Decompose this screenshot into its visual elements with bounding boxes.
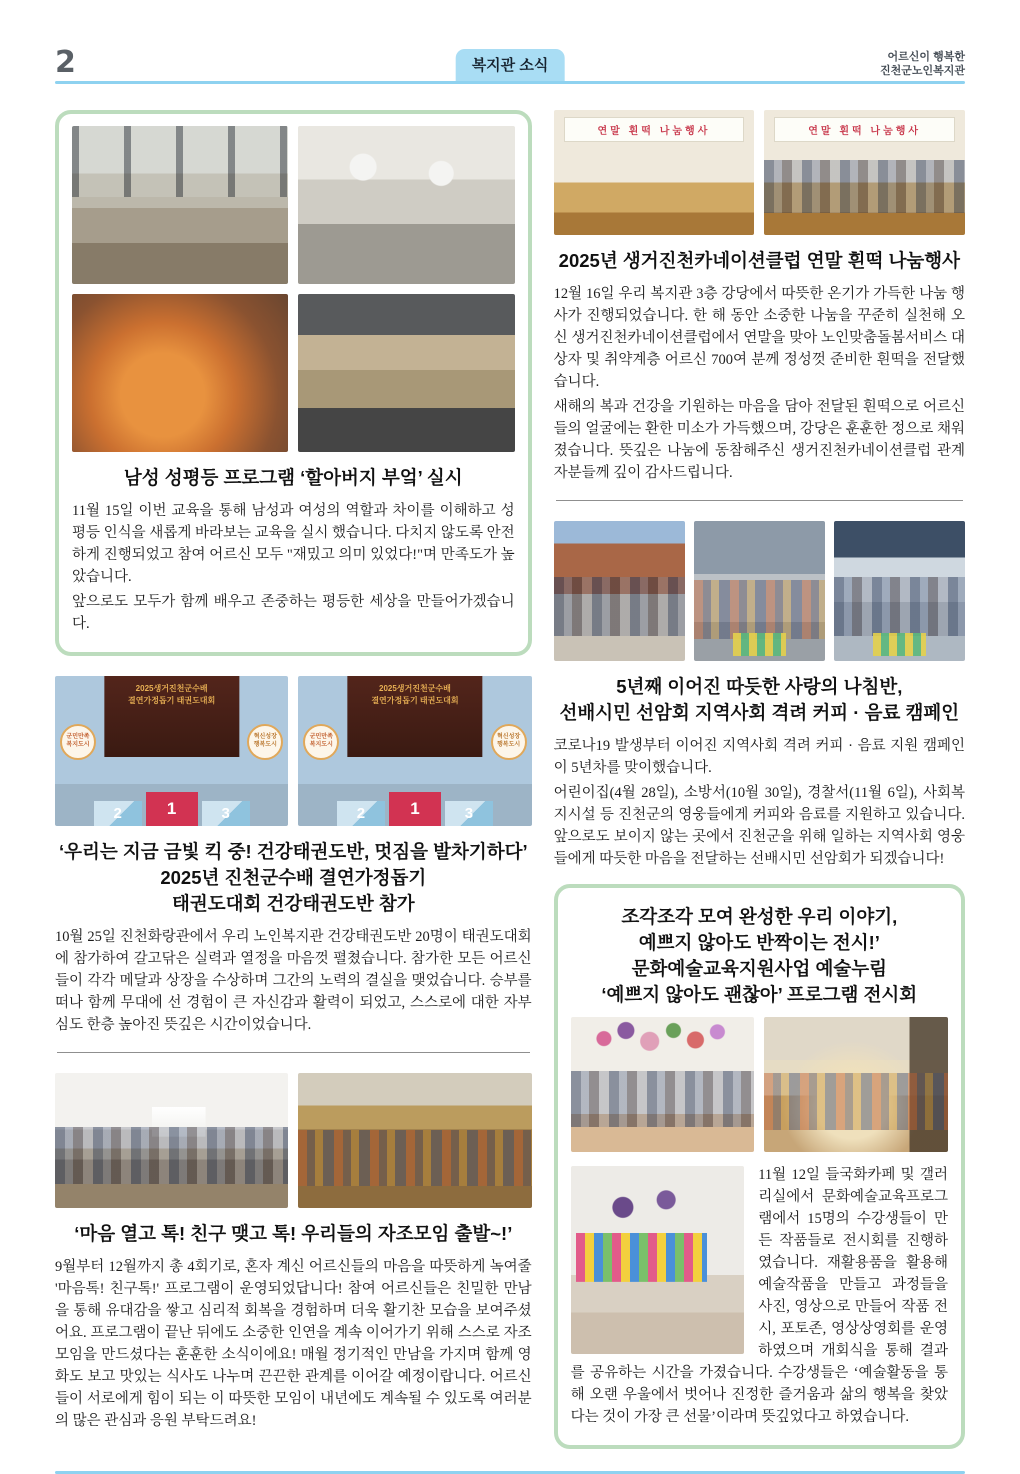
article-rice-cake bbox=[554, 110, 965, 484]
page-header bbox=[55, 40, 965, 81]
campaign-title-line-2: 선배시민 선암회 지역사회 격려 커피 · 음료 캠페인 bbox=[559, 702, 960, 724]
exhibition-title-line-2: 예쁘지 않아도 반짝이는 전시!’ bbox=[638, 932, 880, 954]
rice-cake-article-body bbox=[554, 283, 965, 484]
photo-fire-station-visit bbox=[694, 521, 825, 661]
kitchen-paragraph-1: 11월 15일 이번 교육을 통해 남성과 여성의 역할과 차이를 이해하고 성평등 인식을 새롭게 바라보는 교육을 실시 했습니다. 다치지 않도록 안전하게 진행되었고 참여 어르신 모두 "재밌고 의미 있었다!"며 만족도가 높았습니다. bbox=[72, 502, 515, 586]
article-exhibition bbox=[554, 884, 965, 1449]
stamp-gunmin-manjok bbox=[60, 724, 96, 760]
campaign-article-body bbox=[554, 735, 965, 870]
taekwondo-banner2-line-2: 결연가정돕기 태권도대회 bbox=[371, 696, 459, 706]
self-help-article-body bbox=[55, 1256, 532, 1432]
taekwondo-banner2-line-1: 2025생거진천군수배 bbox=[379, 684, 451, 694]
photo-police-station-visit bbox=[834, 521, 965, 661]
stamp2-right-line-2: 행복도시 bbox=[497, 742, 521, 749]
left-column bbox=[55, 110, 532, 1435]
rice-cake-photo-row bbox=[554, 110, 965, 235]
taekwondo-banner-line-2: 결연가정돕기 태권도대회 bbox=[128, 696, 216, 706]
photo-flower-backdrop-group bbox=[571, 1017, 755, 1152]
stamp2-right-line-1: 혁신성장 bbox=[497, 734, 521, 741]
exhibition-title-line-1: 조각조각 모여 완성한 우리 이야기, bbox=[621, 906, 898, 928]
stamp-gunmin-manjok-2 bbox=[303, 724, 339, 760]
photo-table-activity-group bbox=[764, 1017, 948, 1152]
taekwondo-photo-row bbox=[55, 676, 532, 826]
exhibition-title-line-3: 문화예술교육지원사업 예술누림 bbox=[631, 957, 887, 979]
rice-cake-paragraph-2: 새해의 복과 건강을 기원하는 마음을 담아 전달된 흰떡으로 어르신들의 얼굴에는 환한 미소가 가득했으며, 강당은 훈훈한 정으로 채워졌습니다. 뜻깊은 나눔에 동참해주신 생거진천카네이션클럽 관계자분들께 깊이 감사드립니다. bbox=[553, 399, 965, 482]
campaign-photo-row bbox=[554, 521, 965, 661]
taekwondo-banner bbox=[104, 676, 239, 757]
masthead bbox=[880, 50, 965, 79]
podium-blocks-2 bbox=[337, 792, 493, 826]
article-self-help-group bbox=[55, 1073, 532, 1432]
podium2-step-3: 3 bbox=[445, 801, 493, 826]
photo-artwork-display bbox=[571, 1166, 745, 1354]
kitchen-article-body bbox=[72, 500, 515, 635]
taekwondo-title-line-3: 태권도대회 건강태권도반 참가 bbox=[172, 892, 415, 914]
taekwondo-banner-2 bbox=[347, 676, 482, 757]
taekwondo-paragraph-1: 10월 25일 진천화랑관에서 우리 노인복지관 건강태권도반 20명이 태권도대회에 참가하여 갈고닦은 실력과 열정을 마음껏 펼쳤습니다. 참가한 모든 어르신들이 각각 메달과 상장을 수상하며 그간의 노력의 결실을 맺었습니다. 승부를 떠나 함께 무대에 선 경험이 큰 자신감과 활력이 되었고, 스스로에 대한 자부심도 한층 높아진 뜻깊은 시간이었습니다. bbox=[55, 928, 532, 1033]
page-number: 2 bbox=[55, 45, 76, 81]
photo-kitchen-group-cooking bbox=[72, 126, 288, 284]
podium-step-1: 1 bbox=[146, 792, 198, 826]
photo-group-dining bbox=[298, 1073, 531, 1208]
photo-rice-cake-group bbox=[764, 110, 965, 235]
section-badge: 복지관 소식 bbox=[456, 49, 565, 81]
masthead-line-1: 어르신이 행복한 bbox=[887, 50, 965, 63]
exhibition-paragraph-1: 11월 12일 들국화카페 및 갤러리실에서 문화예술교육프로그램에서 15명의 수강생들이 만든 작품들로 전시회를 진행하였습니다. 재활용품을 활용해 예술작품을 만들고 과정들을 사진, 영상으로 만들어 작품 전시, 포토존, 영상상영회를 운영하였으며 개회식을 통해 결과를 공유하는 시간을 가졌습니다. 수강생들은 ‘예술활동을 통해 오랜 우울에서 벗어나 진정한 즐거움과 삶의 행복을 찾았다는 것이 가장 큰 선물’이라며 뜻깊었다고 하였습니다. bbox=[570, 1166, 948, 1426]
rice-cake-banner-2: 연말 흰떡 나눔행사 bbox=[774, 117, 955, 142]
photo-kitchen-food-closeup bbox=[72, 294, 288, 452]
stamp-left-line-2: 복지도시 bbox=[66, 742, 90, 749]
photo-rice-cake-donation bbox=[554, 110, 755, 235]
photo-daycare-visit bbox=[554, 521, 685, 661]
stamp-right-line-1: 혁신성장 bbox=[253, 734, 277, 741]
rice-cake-paragraph-1: 12월 16일 우리 복지관 3층 강당에서 따뜻한 온기가 가득한 나눔 행사가 진행되었습니다. 한 해 동안 소중한 나눔을 꾸준히 실천해 오신 생거진천카네이션클럽에서 연말을 맞아 노인맞춤돌봄서비스 대상자 및 취약계층 어르신 700여 분께 정성껏 준비한 흰떡을 전달했습니다. bbox=[553, 285, 965, 391]
rice-cake-article-title: 2025년 생거진천카네이션클럽 연말 흰떡 나눔행사 bbox=[558, 250, 960, 272]
podium-blocks bbox=[94, 792, 250, 826]
campaign-article-title bbox=[558, 674, 961, 726]
self-help-photo-row bbox=[55, 1073, 532, 1208]
taekwondo-title-line-2: 2025년 진천군수배 결연가정돕기 bbox=[160, 867, 427, 889]
photo-classroom-lecture bbox=[55, 1073, 288, 1208]
campaign-paragraph-2: 어린이집(4월 28일), 소방서(10월 30일), 경찰서(11월 6일), 사회복지시설 등 진천군의 영웅들에게 커피와 음료를 지원하고 있습니다. 앞으로도 보이지 않는 곳에서 진천군을 위해 일하는 지역사회 영웅들에게 따듯한 마음을 전달하는 선배시민 선암회가 되겠습니다! bbox=[553, 785, 965, 868]
article-coffee-campaign bbox=[554, 521, 965, 870]
article-grandpa-kitchen bbox=[55, 110, 532, 656]
article-taekwondo bbox=[55, 676, 532, 1036]
stamp-hyeoksin-seongjang bbox=[247, 724, 283, 760]
kitchen-paragraph-2: 앞으로도 모두가 함께 배우고 존중하는 평등한 세상을 만들어가겠습니다. bbox=[72, 594, 515, 633]
podium2-step-1: 1 bbox=[389, 792, 441, 826]
stamp-right-line-2: 행복도시 bbox=[253, 742, 277, 749]
content-columns bbox=[55, 110, 965, 1449]
taekwondo-article-body bbox=[55, 926, 532, 1036]
taekwondo-article-title bbox=[59, 839, 528, 917]
exhibition-article-body bbox=[571, 1164, 948, 1431]
podium2-step-2: 2 bbox=[337, 801, 385, 826]
masthead-line-2: 진천군노인복지관 bbox=[879, 64, 965, 77]
exhibition-title-line-4: ‘예쁘지 않아도 괜찮아’ 프로그램 전시회 bbox=[601, 983, 918, 1005]
campaign-paragraph-1: 코로나19 발생부터 이어진 지역사회 격려 커피 · 음료 지원 캠페인이 5년차를 맞이했습니다. bbox=[553, 738, 965, 777]
photo-taekwondo-group-podium bbox=[55, 676, 288, 826]
photo-kitchen-two-chefs bbox=[298, 126, 514, 284]
kitchen-photo-grid bbox=[72, 126, 515, 452]
self-help-paragraph-1: 9월부터 12월까지 총 4회기로, 혼자 계신 어르신들의 마음을 따뜻하게 녹여줄 '마음톡! 친구톡!' 프로그램이 운영되었답니다! 참여 어르신들은 친밀한 만남을 통해 유대감을 쌓고 심리적 회복을 경험하며 더욱 활기찬 모습을 보여주셨어요. 프로그램이 끝난 뒤에도 소중한 인연을 계속 이어가기 위해 스스로 자조모임을 만드셨다는 훈훈한 소식이에요! 매월 정기적인 만남을 가지며 함께 영화도 보고 맛있는 식사도 나누며 끈끈한 관계를 이어갈 예정이랍니다. 어르신들이 서로에게 힘이 되는 이 따뜻한 모임이 내년에도 계속될 수 있도록 여러분의 많은 관심과 응원 부탁드려요! bbox=[55, 1258, 532, 1430]
stamp-hyeoksin-seongjang-2 bbox=[491, 724, 527, 760]
header-rule bbox=[55, 81, 965, 84]
left-section-separator bbox=[57, 1052, 530, 1053]
taekwondo-title-line-1: ‘우리는 지금 금빛 킥 중! 건강태권도반, 멋짐을 발차기하다’ bbox=[59, 841, 528, 863]
exhibition-article-title bbox=[575, 904, 944, 1008]
exhibition-photo-row bbox=[571, 1017, 948, 1152]
right-column bbox=[554, 110, 965, 1449]
stamp2-left-line-2: 복지도시 bbox=[309, 742, 333, 749]
taekwondo-banner-line-1: 2025생거진천군수배 bbox=[135, 684, 208, 694]
rice-cake-banner: 연말 흰떡 나눔행사 bbox=[564, 117, 745, 142]
kitchen-article-title: 남성 성평등 프로그램 ‘할아버지 부엌’ 실시 bbox=[123, 467, 463, 489]
self-help-article-title: ‘마음 열고 톡! 친구 맺고 톡! 우리들의 자조모임 출발~!’ bbox=[74, 1222, 513, 1244]
right-section-separator bbox=[556, 500, 963, 501]
podium-step-3: 3 bbox=[202, 801, 250, 826]
photo-kitchen-group-photo bbox=[298, 294, 514, 452]
campaign-title-line-1: 5년째 이어진 따듯한 사랑의 나침반, bbox=[616, 676, 903, 698]
stamp-left-line-1: 군민만족 bbox=[66, 734, 90, 741]
stamp2-left-line-1: 군민만족 bbox=[309, 734, 333, 741]
photo-taekwondo-medalists bbox=[298, 676, 531, 826]
podium-step-2: 2 bbox=[94, 801, 142, 826]
